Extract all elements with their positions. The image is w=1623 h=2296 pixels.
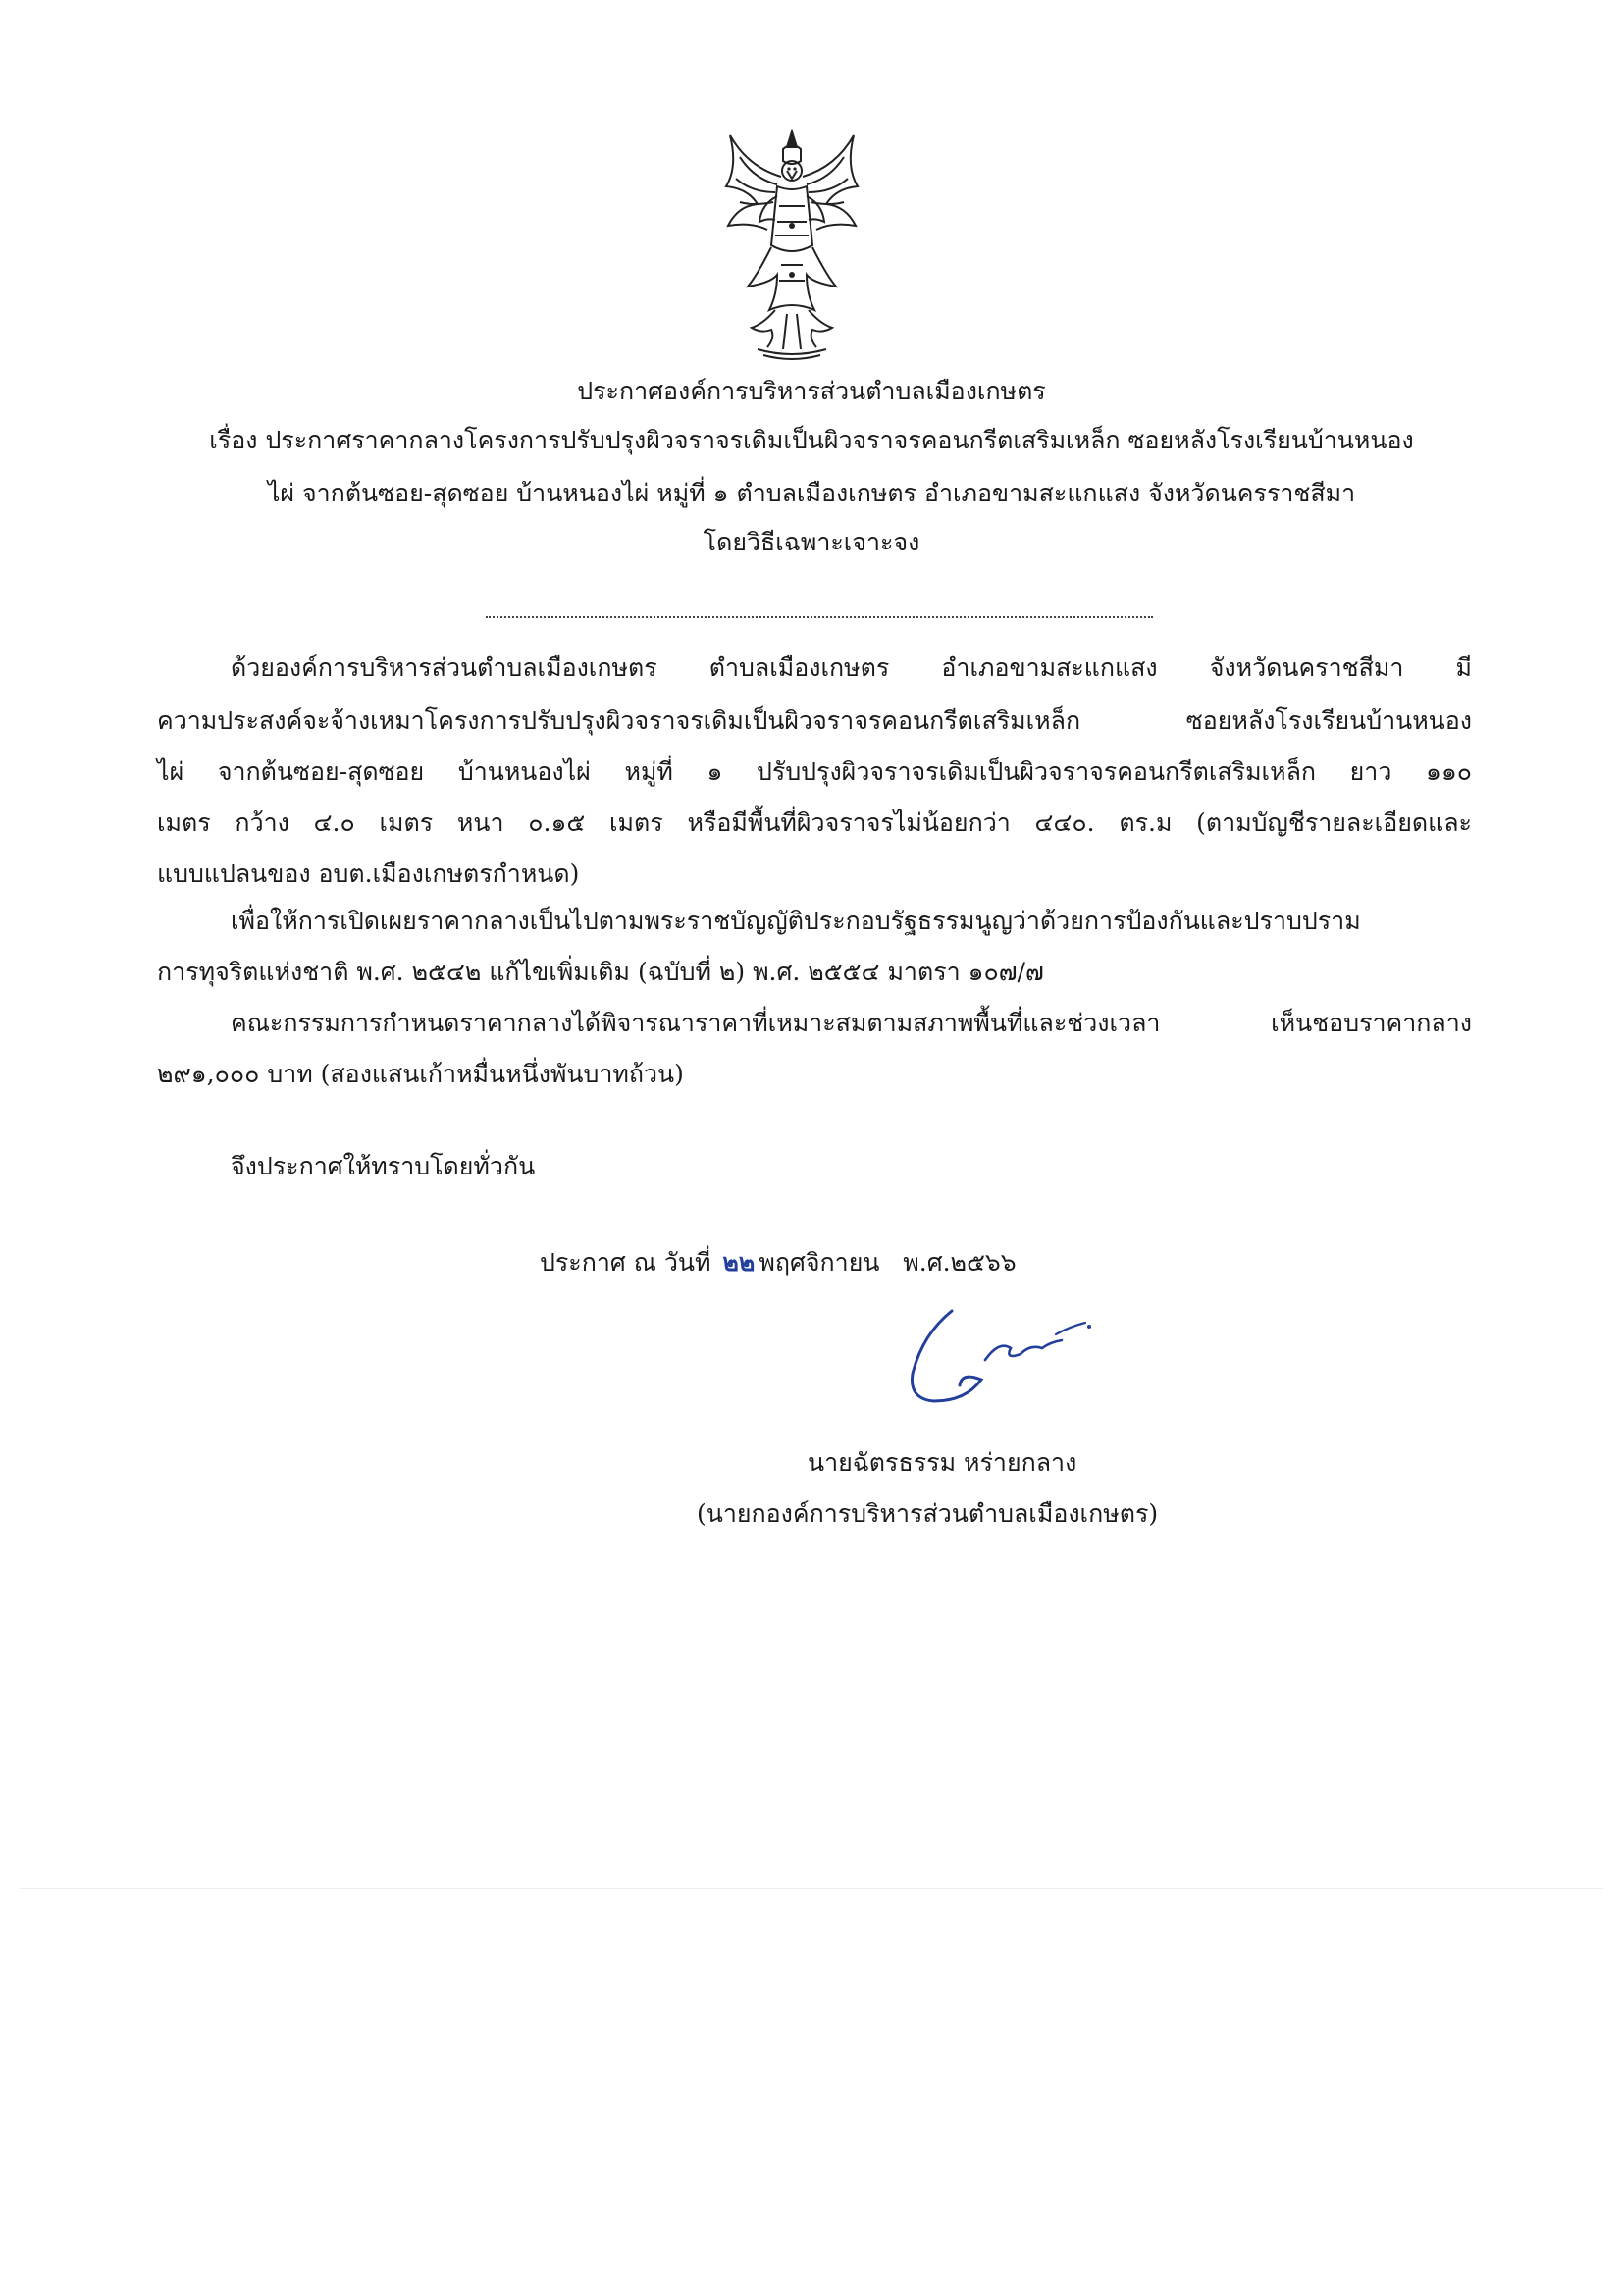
dateline-year: พ.ศ.๒๕๖๖ [903,1248,1017,1277]
paragraph-1-line: แบบแปลนของ อบต.เมืองเกษตรกำหนด) [157,860,580,888]
paragraph-1-line: ด้วยองค์การบริหารส่วนตำบลเมืองเกษตร ตำบลเมืองเกษตร อำเภอขามสะแกแสง จังหวัดนคราชสีมา มี [231,653,1472,682]
paragraph-3-line: ๒๙๑,๐๐๐ บาท (สองแสนเก้าหมื่นหนึ่งพันบาทถ้วน) [157,1060,684,1088]
closing-statement: จึงประกาศให้ทราบโดยทั่วกัน [231,1152,536,1180]
announcement-heading: ประกาศองค์การบริหารส่วนตำบลเมืองเกษตร [577,377,1046,405]
subject-line-1: เรื่อง ประกาศราคากลางโครงการปรับปรุงผิวจราจรเดิมเป็นผิวจราจรคอนกรีตเสริมเหล็ก ซอยหลังโรงเรียนบ้านหนอง [209,426,1414,454]
garuda-emblem-icon [718,128,865,363]
subject-line-3: โดยวิธีเฉพาะเจาะจง [703,528,920,556]
paragraph-3-line: คณะกรรมการกำหนดราคากลางได้พิจารณาราคาที่เหมาะสมตามสภาพพื้นที่และช่วงเวลา เห็นชอบราคากลาง [231,1009,1472,1037]
handwritten-signature [883,1276,1109,1433]
paragraph-2-line: เพื่อให้การเปิดเผยราคากลางเป็นไปตามพระราชบัญญัติประกอบรัฐธรรมนูญว่าด้วยการป้องกันและปราบปราม [231,907,1361,935]
dateline [540,1246,1017,1279]
dateline-prefix: ประกาศ ณ วันที่ [540,1248,711,1277]
dateline-day: ๒๒ [722,1248,756,1277]
paragraph-2-line: การทุจริตแห่งชาติ พ.ศ. ๒๕๔๒ แก้ไขเพิ่มเติม (ฉบับที่ ๒) พ.ศ. ๒๕๕๔ มาตรา ๑๐๗/๗ [157,958,1044,986]
subject-line-2: ไผ่ จากต้นซอย-สุดซอย บ้านหนองไผ่ หมู่ที่ ๑ ตำบลเมืองเกษตร อำเภอขามสะแกแสง จังหวัดนครราชสีมา [267,479,1356,507]
signer-title: (นายกองค์การบริหารส่วนตำบลเมืองเกษตร) [697,1499,1159,1528]
paragraph-1-line: ไผ่ จากต้นซอย-สุดซอย บ้านหนองไผ่ หมู่ที่ ๑ ปรับปรุงผิวจราจรเดิมเป็นผิวจราจรคอนกรีตเสริมเหล็ก ยาว ๑๑๐ [157,757,1472,786]
dotted-separator [486,616,1153,618]
paragraph-1-line: ความประสงค์จะจ้างเหมาโครงการปรับปรุงผิวจราจรเดิมเป็นผิวจราจรคอนกรีตเสริมเหล็ก ซอยหลังโรงเรียนบ้านหนอง [157,706,1472,735]
paragraph-1-line: เมตร กว้าง ๔.๐ เมตร หนา ๐.๑๕ เมตร หรือมีพื้นที่ผิวจราจรไม่น้อยกว่า ๔๔๐. ตร.ม (ตามบัญชีรายละเอียดและ [157,809,1472,837]
signer-name: นายฉัตรธรรม หร่ายกลาง [808,1448,1077,1477]
scan-edge-line [20,1888,1603,1889]
dateline-month: พฤศจิกายน [759,1248,880,1277]
